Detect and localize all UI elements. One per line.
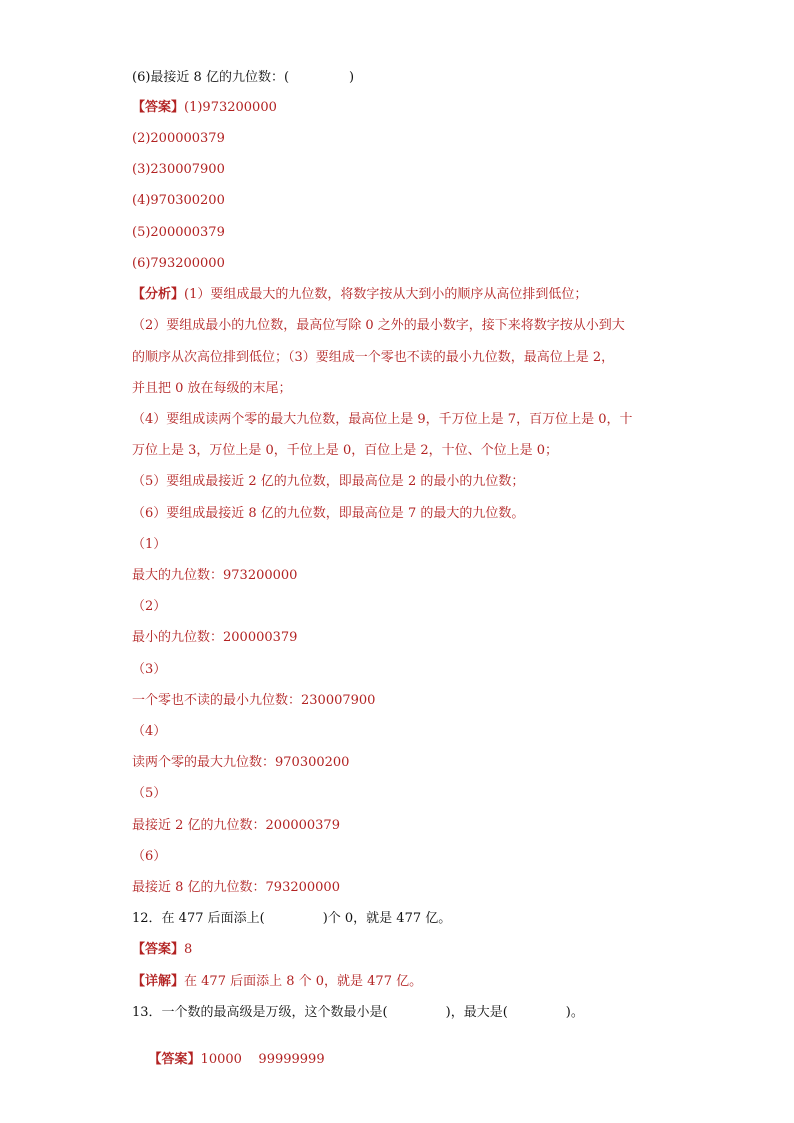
solution-number: （5） [132, 786, 167, 801]
answer-line [132, 100, 277, 116]
solution-line: 最接近 8 亿的九位数：793200000 [132, 880, 340, 895]
analysis-text: (1）要组成最大的九位数，将数字按从大到小的顺序从高位排到低位； [184, 287, 588, 302]
answer-line: (4)970300200 [132, 193, 225, 208]
analysis-line: （6）要组成最接近 8 亿的九位数，即最高位是 7 的最大的九位数。 [132, 506, 525, 521]
answer-tag: 【答案】 [132, 942, 185, 957]
question-6-prompt [132, 70, 354, 86]
analysis-line: 并且把 0 放在每级的末尾； [132, 381, 292, 396]
answer-tag: 【答案】 [148, 1052, 201, 1067]
analysis-line: 万位上是 3，万位上是 0，千位上是 0，百位上是 2，十位、个位上是 0； [132, 443, 559, 458]
answer-value: 8 [184, 942, 193, 957]
answer-value: (1)973200000 [184, 100, 277, 115]
question-text: )，最大是( [445, 1005, 508, 1020]
answer-line [132, 942, 192, 958]
answer-tag: 【答案】 [132, 100, 185, 115]
question-text: )。 [565, 1005, 584, 1020]
question-text: (6)最接近 8 亿的九位数：( [132, 70, 290, 85]
solution-number: （4） [132, 724, 167, 739]
question-13 [132, 1005, 584, 1021]
solution-line: 最大的九位数：973200000 [132, 568, 298, 583]
answer-line: (3)230007900 [132, 162, 225, 177]
detail-line [132, 974, 422, 990]
answer-line: (2)200000379 [132, 131, 225, 146]
solution-line: 最小的九位数：200000379 [132, 630, 298, 645]
analysis-line: （5）要组成最接近 2 亿的九位数，即最高位是 2 的最小的九位数； [132, 474, 525, 489]
solution-number: （1） [132, 537, 167, 552]
question-text: ) [349, 70, 355, 85]
question-12 [132, 911, 451, 927]
solution-number: （2） [132, 599, 167, 614]
detail-tag: 【详解】 [132, 974, 185, 989]
solution-line: 最接近 2 亿的九位数：200000379 [132, 818, 340, 833]
answer-line [132, 1036, 325, 1084]
question-text: 13．一个数的最高级是万级，这个数最小是( [132, 1005, 388, 1020]
analysis-line [132, 287, 587, 303]
solution-line: 一个零也不读的最小九位数：230007900 [132, 693, 376, 708]
analysis-line: （2）要组成最小的九位数，最高位写除 0 之外的最小数字，接下来将数字按从小到大 [132, 318, 625, 333]
detail-text: 在 477 后面添上 8 个 0，就是 477 亿。 [184, 974, 423, 989]
solution-number: （6） [132, 849, 167, 864]
analysis-line: 的顺序从次高位排到低位；（3）要组成一个零也不读的最小九位数，最高位上是 2， [132, 350, 615, 365]
analysis-tag: 【分析】 [132, 287, 185, 302]
answer-line: (5)200000379 [132, 225, 225, 240]
answer-line: (6)793200000 [132, 256, 225, 271]
solution-line: 读两个零的最大九位数：970300200 [132, 755, 350, 770]
question-text: 12．在 477 后面添上( [132, 911, 265, 926]
solution-number: （3） [132, 662, 167, 677]
answer-value: 10000 99999999 [200, 1052, 325, 1067]
analysis-line: （4）要组成读两个零的最大九位数，最高位上是 9，千万位上是 7，百万位上是 0，十 [132, 412, 633, 427]
question-text: )个 0，就是 477 亿。 [322, 911, 452, 926]
